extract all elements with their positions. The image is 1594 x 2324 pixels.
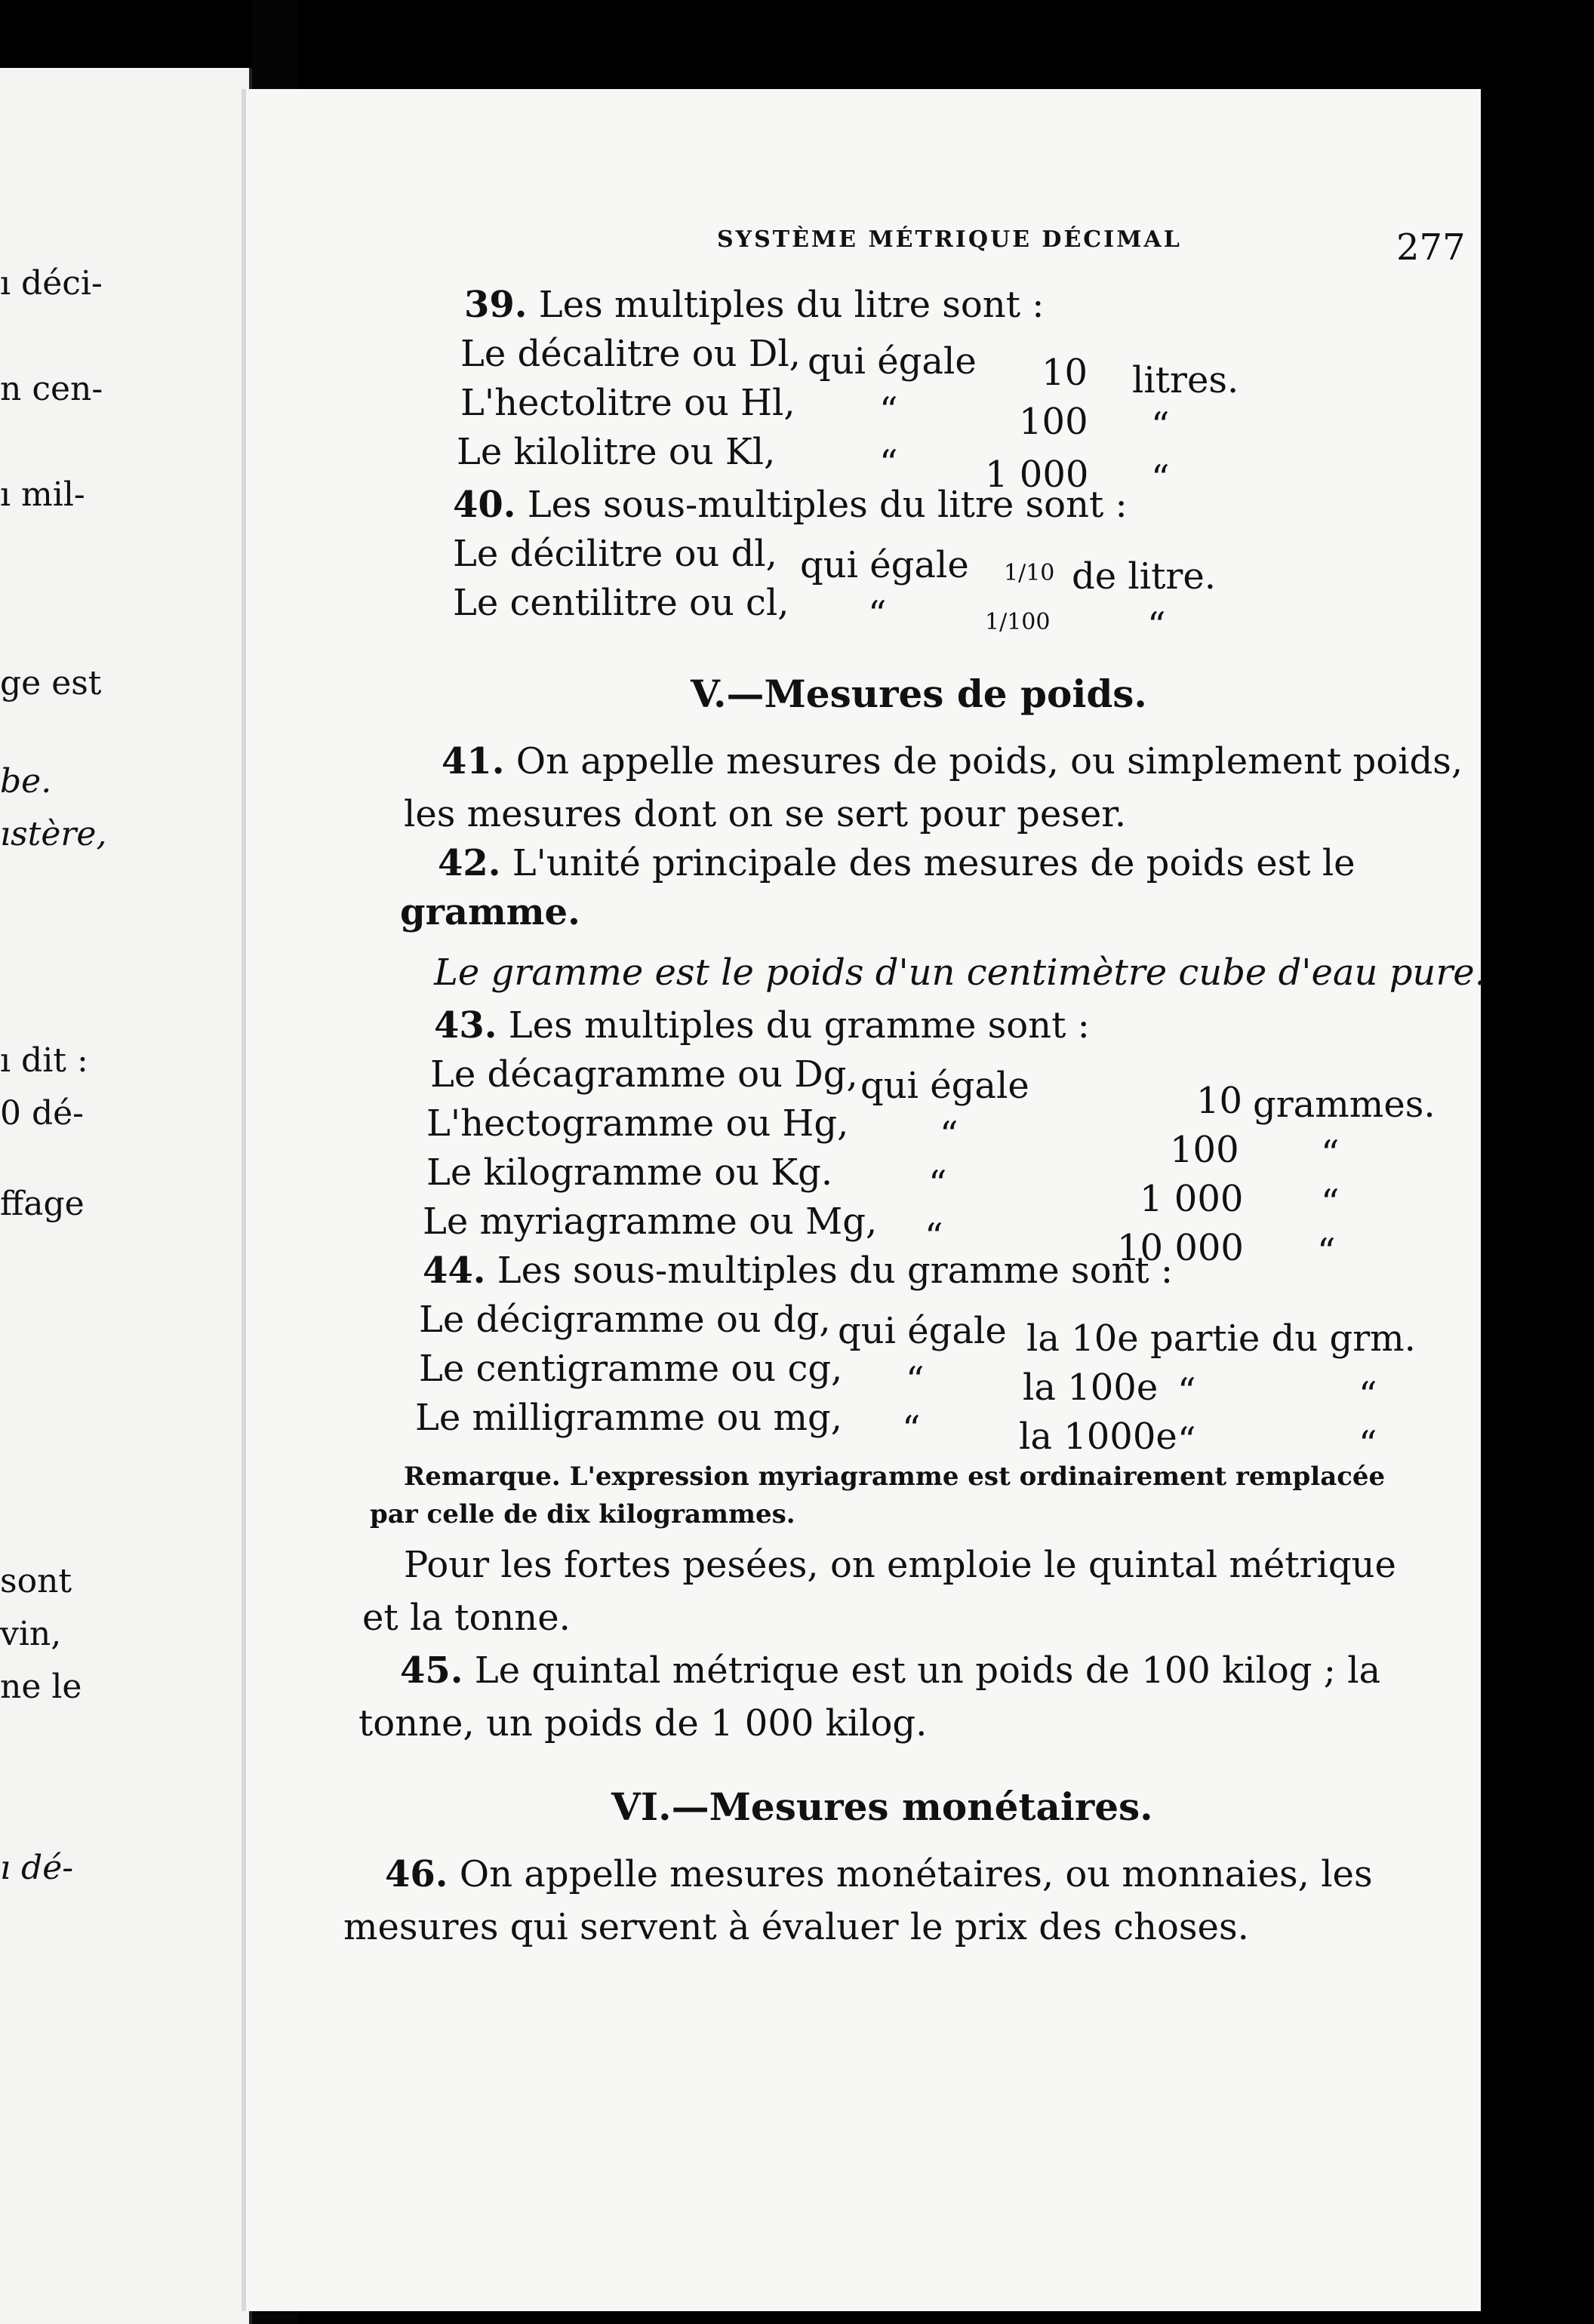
remarque-line2: par celle de dix kilogrammes. [370, 1499, 795, 1529]
remarque-line1: Remarque. L'expression myriagramme est ordinairement remplacée [404, 1462, 1386, 1492]
para-46 [385, 1853, 1373, 1895]
para-number: 42. [438, 842, 501, 884]
row-name: Le décagramme ou Dg, [430, 1053, 858, 1096]
para-number: 43. [434, 1004, 497, 1047]
left-fragment: ı mil- [0, 475, 85, 514]
row-val: 1/10 [1004, 560, 1055, 586]
left-fragment: vin, [0, 1615, 62, 1653]
row-eq: “ [906, 1359, 925, 1401]
para-text: On appelle mesures monétaires, ou monnaies, les [459, 1853, 1373, 1895]
row-name: Le myriagramme ou Mg, [423, 1200, 878, 1243]
row-val: 100 [1019, 401, 1088, 443]
para-41 [442, 740, 1463, 782]
para-45 [400, 1649, 1381, 1692]
para-42 [438, 842, 1356, 884]
para-text: Les sous-multiples du litre sont : [527, 484, 1128, 526]
row-val: la 1000e [1019, 1416, 1177, 1458]
row-name: Le milligramme ou mg, [415, 1397, 843, 1439]
row-val: 10 000 [1117, 1227, 1244, 1269]
row-eq: “ [879, 442, 898, 484]
left-fragment: ı dé- [0, 1849, 74, 1887]
para-42-def: Le gramme est le poids d'un centimètre cube d'eau pure. [434, 951, 1486, 994]
row-unit: “ [1321, 1182, 1340, 1224]
row-eq: “ [902, 1408, 921, 1450]
para-45-cont: tonne, un poids de 1 000 kilog. [358, 1702, 928, 1745]
para-43 [434, 1004, 1090, 1047]
para-number: 40. [453, 484, 516, 526]
row-eq: qui égale [838, 1310, 1007, 1352]
row-val: 1 000 [985, 453, 1089, 496]
row-name: Le décigramme ou dg, [419, 1299, 831, 1341]
row-val: 10 [1196, 1080, 1243, 1122]
left-fragment: ne le [0, 1668, 82, 1706]
para-41-cont: les mesures dont on se sert pour peser. [404, 793, 1127, 835]
row-unit: “ [1151, 457, 1170, 500]
row-eq: qui égale [808, 340, 977, 383]
para-number: 39. [464, 284, 528, 326]
row-eq: qui égale [800, 544, 969, 586]
row-val: 10 [1042, 352, 1088, 394]
row-name: Le centilitre ou cl, [453, 582, 789, 624]
row-val: la 100e [1023, 1366, 1159, 1409]
page-number: 277 [1396, 226, 1466, 269]
row-eq: “ [940, 1114, 959, 1156]
para-text: Les sous-multiples du gramme sont : [497, 1250, 1174, 1292]
left-page [0, 68, 252, 2324]
para-number: 46. [385, 1853, 448, 1895]
left-fragment: ı déci- [0, 264, 103, 303]
row-unit: litres. [1132, 359, 1239, 401]
left-fragment: n cen- [0, 370, 103, 408]
row-eq: “ [928, 1163, 947, 1205]
para-text: On appelle mesures de poids, ou simplement poids, [515, 740, 1463, 782]
row-eq: “ [879, 389, 898, 432]
para-42-cont: gramme. [400, 891, 580, 933]
para-44 [423, 1250, 1174, 1292]
para-39 [464, 284, 1045, 326]
left-fragment: ge est [0, 664, 102, 702]
para-number: 41. [442, 740, 505, 782]
row-eq: “ [868, 593, 887, 635]
row-unit: grammes. [1253, 1084, 1436, 1126]
para-text: Les multiples du litre sont : [538, 284, 1045, 326]
row-val: 100 [1170, 1129, 1239, 1171]
para-text: L'unité principale des mesures de poids est le [512, 842, 1356, 884]
row-unit: “ [1147, 604, 1166, 647]
para-text: Les multiples du gramme sont : [508, 1004, 1090, 1047]
left-fragment: be. [0, 762, 52, 801]
para-number: 45. [400, 1649, 463, 1692]
fortes-line2: et la tonne. [362, 1597, 571, 1639]
row-quote: “ [1359, 1423, 1377, 1465]
row-quote: “ [1359, 1374, 1377, 1416]
row-unit: de litre. [1072, 555, 1216, 598]
para-40 [453, 484, 1128, 526]
row-name: Le kilogramme ou Kg. [426, 1151, 833, 1194]
row-name: L'hectogramme ou Hg, [426, 1102, 849, 1145]
row-quote: “ [1177, 1419, 1196, 1462]
row-eq: qui égale [860, 1065, 1029, 1107]
section-heading-v: V.—Mesures de poids. [691, 672, 1147, 716]
left-fragment: 0 dé- [0, 1094, 85, 1133]
row-name: Le centigramme ou cg, [419, 1348, 843, 1390]
row-val: la 10e partie du grm. [1026, 1317, 1416, 1360]
row-name: Le kilolitre ou Kl, [457, 431, 776, 473]
fortes-line1: Pour les fortes pesées, on emploie le quintal métrique [404, 1544, 1396, 1586]
row-eq: “ [925, 1216, 943, 1258]
left-fragment: sont [0, 1562, 72, 1600]
para-number: 44. [423, 1250, 486, 1292]
row-quote: “ [1177, 1370, 1196, 1413]
row-unit: “ [1317, 1231, 1336, 1273]
row-name: L'hectolitre ou Hl, [460, 382, 795, 424]
row-val: 1 000 [1140, 1178, 1244, 1220]
para-46-cont: mesures qui servent à évaluer le prix des choses. [343, 1906, 1249, 1948]
row-unit: “ [1151, 404, 1170, 447]
row-name: Le décilitre ou dl, [453, 533, 777, 575]
section-heading-vi: VI.—Mesures monétaires. [611, 1784, 1153, 1829]
row-unit: “ [1321, 1133, 1340, 1175]
left-fragment: ıstère, [0, 815, 107, 853]
row-val: 1/100 [985, 609, 1051, 635]
para-text: Le quintal métrique est un poids de 100 kilog ; la [474, 1649, 1381, 1692]
row-name: Le décalitre ou Dl, [460, 333, 801, 375]
running-header: SYSTÈME MÉTRIQUE DÉCIMAL [717, 226, 1182, 253]
left-fragment: ı dit : [0, 1041, 88, 1080]
left-fragment: ffage [0, 1185, 85, 1223]
